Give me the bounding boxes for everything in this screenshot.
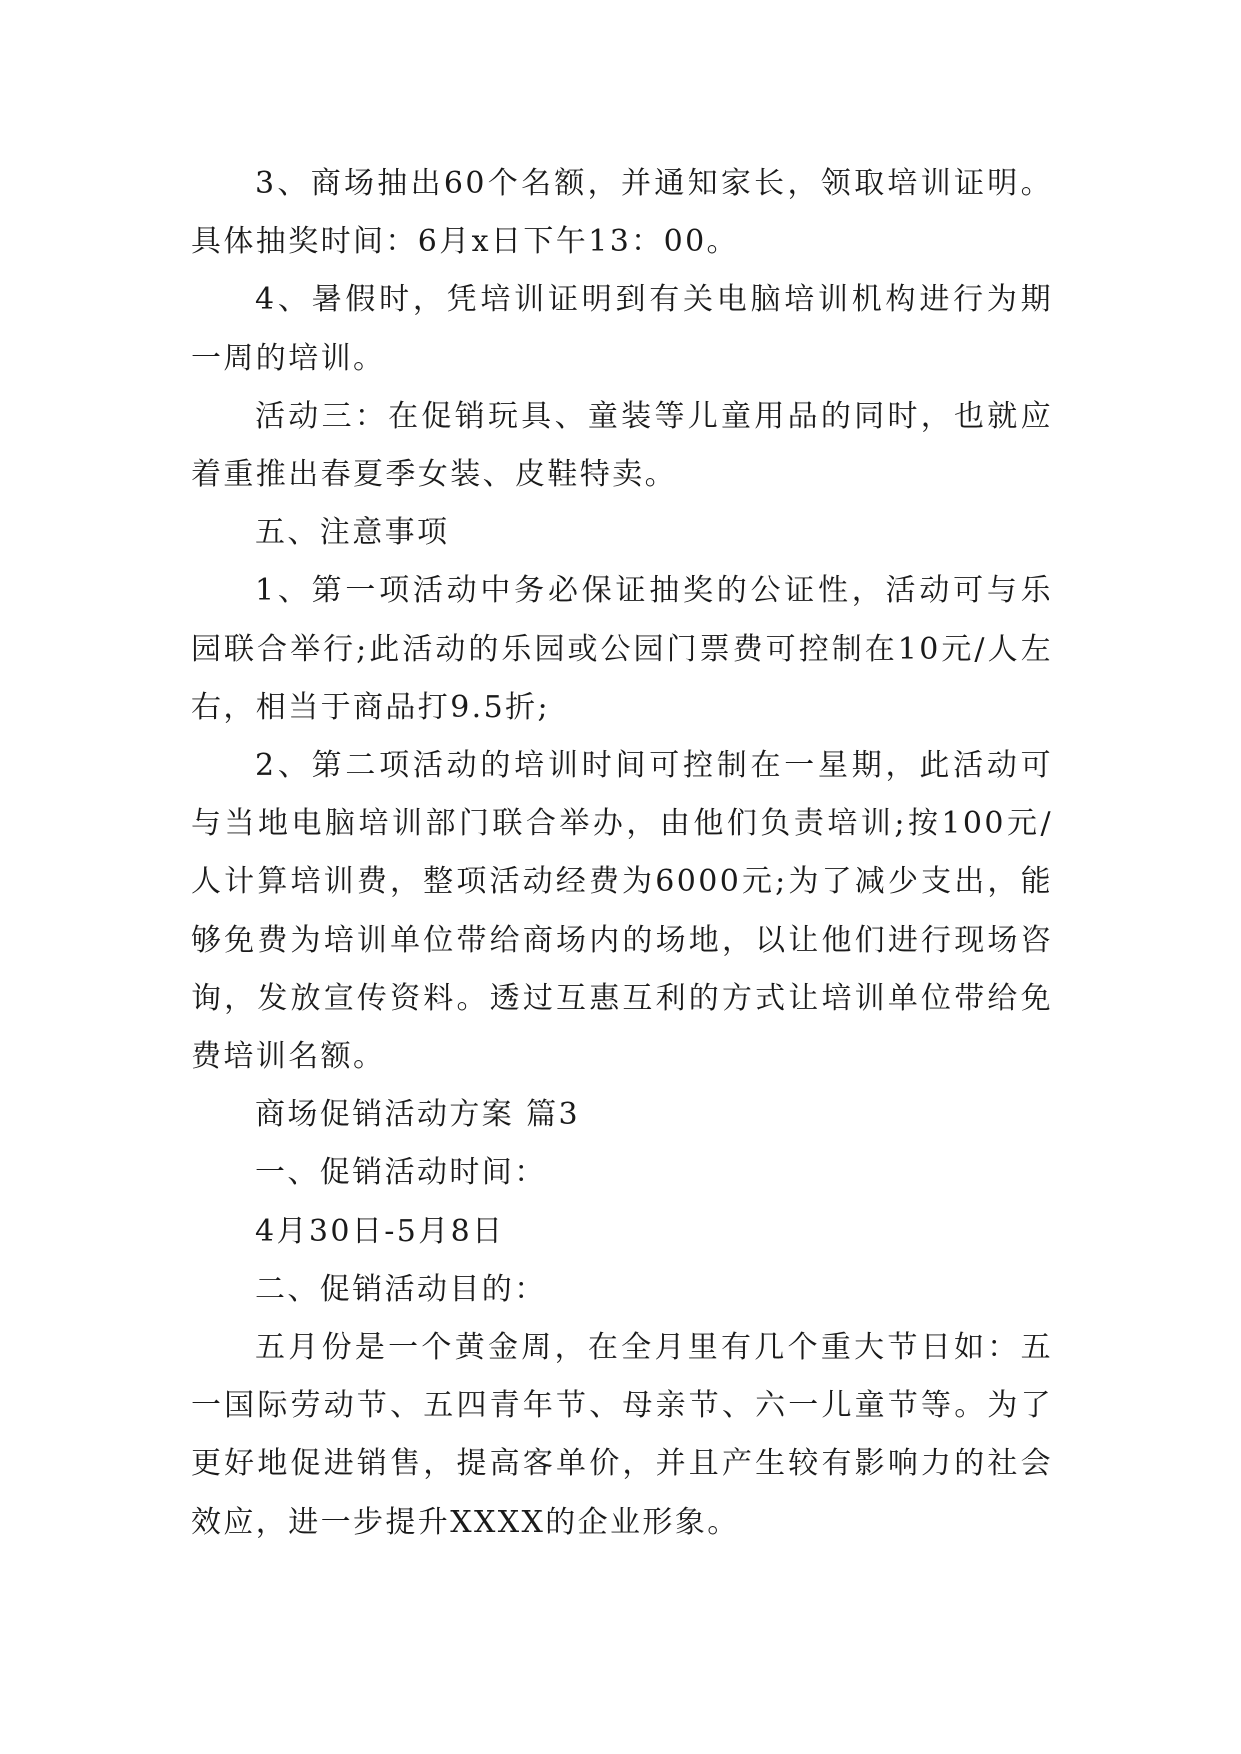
section-heading-time: 一、促销活动时间： xyxy=(255,1155,547,1191)
paragraph-date-range: 4月30日-5月8日 xyxy=(255,1213,505,1249)
paragraph-training-step-4: 4、暑假时，凭培训证明到有关电脑培训机构进行为期一周的培训。 xyxy=(191,282,1053,376)
paragraph-purpose: 五月份是一个黄金周，在全月里有几个重大节日如：五一国际劳动节、五四青年节、母亲节、六一儿童节等。为了更好地促进销售，提高客单价，并且产生较有影响力的社会效应，进一步提升XXXX的企业形象。 xyxy=(191,1330,1053,1540)
document-body xyxy=(191,155,1053,1552)
paragraph-note-2: 2、第二项活动的培训时间可控制在一星期，此活动可与当地电脑培训部门联合举办，由他们负责培训;按100元/人计算培训费，整项活动经费为6000元;为了减少支出，能够免费为培训单位带给商场内的场地，以让他们进行现场咨询，发放宣传资料。透过互惠互利的方式让培训单位带给免费培训名额。 xyxy=(191,748,1053,1075)
paragraph-lottery-step-3: 3、商场抽出60个名额，并通知家长，领取培训证明。具体抽奖时间：6月x日下午13：00。 xyxy=(191,166,1053,260)
paragraph-activity-three: 活动三：在促销玩具、童装等儿童用品的同时，也就应着重推出春夏季女装、皮鞋特卖。 xyxy=(191,398,1053,493)
paragraph-note-1: 1、第一项活动中务必保证抽奖的公证性，活动可与乐园联合举行;此活动的乐园或公园门票费可控制在10元/人左右，相当于商品打9.5折; xyxy=(191,573,1053,725)
section-heading-purpose: 二、促销活动目的： xyxy=(255,1271,547,1307)
plan-title: 商场促销活动方案 篇3 xyxy=(255,1097,581,1133)
section-heading-notes: 五、注意事项 xyxy=(255,515,450,551)
